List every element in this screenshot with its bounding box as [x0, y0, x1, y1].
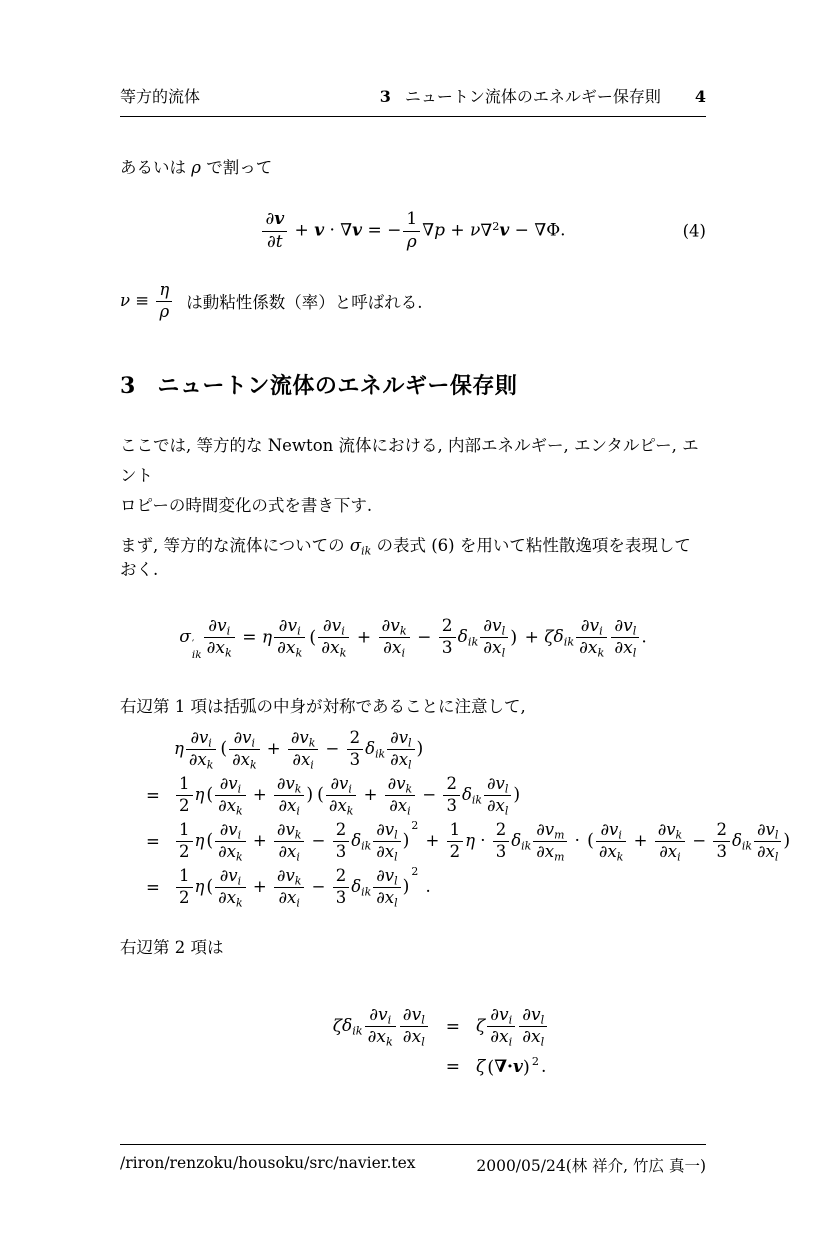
inline-math-nu-definition: ν ≡ $\frac{\eta}{\rho}$ — [120, 281, 174, 322]
header-section-ref — [380, 84, 661, 107]
text-run: の表式 (6) を用いて粘性散逸項を表現しておく. — [120, 536, 691, 579]
paragraph-first — [120, 532, 706, 580]
page-number: 4 — [694, 87, 706, 106]
section-title: ニュートン流体のエネルギー保存則 — [157, 374, 518, 399]
inline-math-sigma-ik: σik — [349, 536, 372, 558]
text-line: ロピーの時間変化の式を書き下す. — [120, 496, 373, 515]
header-section-title: ニュートン流体のエネルギー保存則 — [404, 87, 661, 106]
equation-sigma-dissipation — [120, 612, 706, 666]
header-running-title: 等方的流体 — [120, 87, 201, 106]
page-footer — [120, 1144, 706, 1176]
equation-align-first-term: η $\frac{\partial vi}{\partial xk}$ ( $\frac{\partial vi}{\partial xk}$ + $\frac{\partial vk}{\partial xi}$ − $\frac{2}{3}$ δik $\frac{\partial vl}{\partial xl}$ ) = $\frac{1}{2}$ η ( $\frac{\partial vi}{\partial xk}$ + $\frac{\partial vk}{\partial xi}$ ) ( $\frac{\partial vi}{\partial xk}$ + $\frac{\partial vk}{\partial xi}$ − $\frac{2}{3}$ δik $\frac{\partial vl}{\partial xl}$ ) = $\frac{1}{2}$ η ( $\frac{\partial vi}{\partial xk}$ + $\frac{\partial vk}{\partial xi}$ − $\frac{2}{3}$ δik $\frac{\partial vl}{\partial xl}$ ) 2 + $\frac{1}{2}$ η · $\frac{2}{3}$ δik $\frac{\partial vm}{\partial xm}$ · ( $\frac{\partial vi}{\partial xk}$ + $\frac{\partial vk}{\partial xi}$ − $\frac{2}{3}$ δik $\frac{\partial vl}{\partial xl}$ ) = $\frac{1}{2}$ η ( $\frac{\partial vi}{\partial xk}$ + $\frac{\partial vk}{\partial xi}$ − $\frac{2}{3}$ δik $\frac{\partial vl}{\partial xl}$ ) 2 . — [146, 728, 791, 910]
page-header — [120, 84, 706, 117]
paragraph-rhs-second-term — [120, 934, 706, 958]
inline-math-rho: ρ — [191, 158, 201, 177]
document-page — [0, 84, 826, 1078]
text-run: 右辺第 2 項は — [120, 937, 224, 957]
equation-4 — [120, 204, 706, 258]
text-run: は動粘性係数（率）と呼ばれる. — [186, 293, 423, 312]
equation-4-math: $\frac{\partial v}{\partial t}$ + v · ∇v = − $\frac{1}{\rho}$ ∇p + ν∇$^2$v − ∇Φ. — [260, 210, 565, 252]
text-run: まず, 等方的な流体についての — [120, 536, 350, 555]
equation-align-second-term: ζδik $\frac{\partial vi}{\partial xk}$ $\frac{\partial vl}{\partial xl}$ = ζ $\frac{\partial vi}{\partial xi}$ $\frac{\partial vl}{\partial xl}$ = ζ ( ∇·v ) 2 . — [332, 1004, 547, 1078]
section-heading — [120, 369, 706, 400]
header-section-number: 3 — [379, 87, 391, 106]
text-run: あるいは — [120, 158, 192, 177]
equation-4-tag: (4) — [682, 221, 706, 241]
text-run: で割って — [200, 158, 273, 177]
section-number: 3 — [120, 373, 136, 399]
paragraph-kinematic-viscosity — [120, 278, 706, 324]
paragraph-divide-by-rho — [120, 154, 706, 178]
text-run: 右辺第 1 項は括弧の中身が対称であることに注意して, — [120, 697, 526, 716]
equation-sigma-math: σ ′ ik $\frac{\partial vi}{\partial xk}$ = η $\frac{\partial vi}{\partial xk}$ ( $\frac{\partial vi}{\partial xk}$ + $\frac{\partial vk}{\partial xi}$ − $\frac{2}{3}$ δik $\frac{\partial vl}{\partial xl}$ ) + ζδik $\frac{\partial vi}{\partial xk}$ $\frac{\partial vl}{\partial xl}$ . — [179, 615, 647, 662]
footer-file-path: /riron/renzoku/housoku/src/navier.tex — [120, 1154, 416, 1172]
footer-date-authors: 2000/05/24(林 祥介, 竹広 真一) — [476, 1157, 706, 1175]
text-line: ここでは, 等方的な Newton 流体における, 内部エネルギー, エンタルピー, エント — [120, 436, 699, 485]
paragraph-rhs-first-term — [120, 693, 706, 717]
paragraph-intro — [120, 431, 706, 521]
